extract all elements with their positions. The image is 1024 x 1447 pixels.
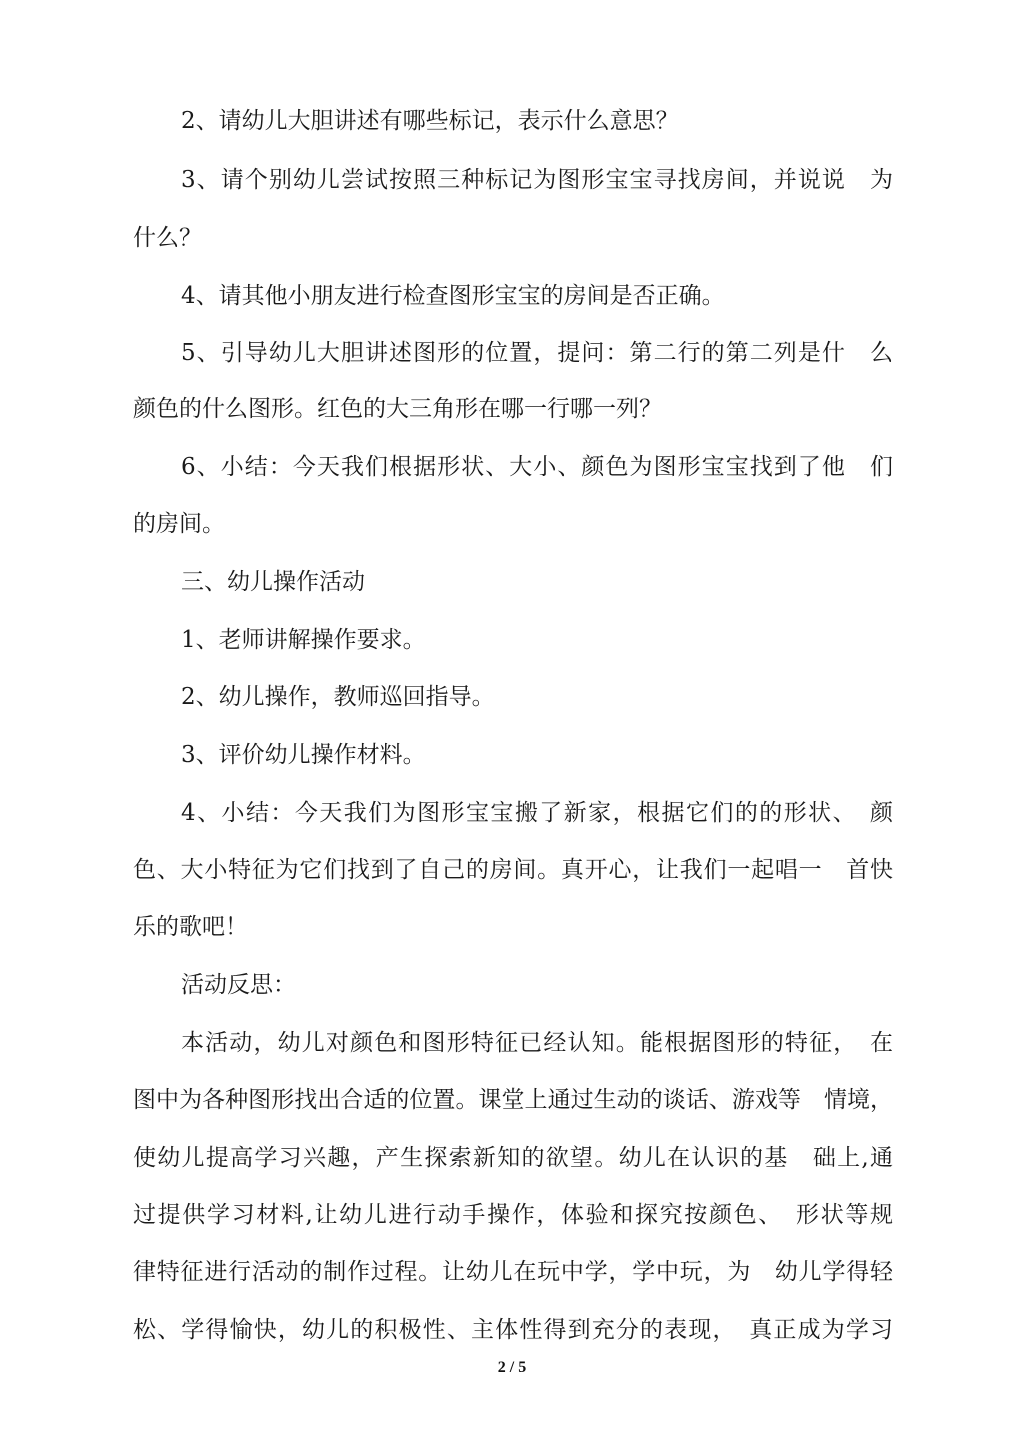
paragraph-line: 过提供学习材料,让幼儿进行动手操作，体验和探究按颜色、 形状等规 — [133, 1202, 893, 1228]
paragraph-line: 的房间。 — [133, 511, 225, 537]
paragraph-line: 松、学得愉快，幼儿的积极性、主体性得到充分的表现， 真正成为学习 — [133, 1317, 893, 1343]
paragraph-line: 2、幼儿操作，教师巡回指导。 — [181, 684, 495, 710]
paragraph-line: 色、大小特征为它们找到了自己的房间。真开心，让我们一起唱一 首快 — [133, 857, 893, 883]
paragraph-line: 图中为各种图形找出合适的位置。课堂上通过生动的谈话、游戏等 情境， — [133, 1087, 893, 1113]
paragraph-line: 3、请个别幼儿尝试按照三种标记为图形宝宝寻找房间，并说说 为 — [181, 167, 893, 193]
paragraph-line: 3、评价幼儿操作材料。 — [181, 742, 426, 768]
paragraph-line: 2、请幼儿大胆讲述有哪些标记，表示什么意思？ — [181, 108, 679, 134]
paragraph-line: 本活动，幼儿对颜色和图形特征已经认知。能根据图形的特征， 在 — [181, 1030, 893, 1056]
section-heading: 三、幼儿操作活动 — [181, 569, 365, 595]
paragraph-line: 使幼儿提高学习兴趣，产生探索新知的欲望。幼儿在认识的基 础上,通 — [133, 1145, 893, 1171]
paragraph-line: 律特征进行活动的制作过程。让幼儿在玩中学，学中玩，为 幼儿学得轻 — [133, 1259, 893, 1285]
paragraph-line: 颜色的什么图形。红色的大三角形在哪一行哪一列？ — [133, 396, 662, 422]
page-number: 2 / 5 — [497, 1359, 527, 1376]
paragraph-line: 1、老师讲解操作要求。 — [181, 627, 426, 653]
paragraph-line: 6、小结：今天我们根据形状、大小、颜色为图形宝宝找到了他 们 — [181, 454, 893, 480]
paragraph-line: 4、请其他小朋友进行检查图形宝宝的房间是否正确。 — [181, 283, 725, 309]
section-heading: 活动反思： — [181, 972, 296, 998]
paragraph-line: 乐的歌吧！ — [133, 914, 248, 940]
paragraph-line: 4、小结：今天我们为图形宝宝搬了新家，根据它们的的形状、 颜 — [181, 800, 893, 826]
paragraph-line: 5、引导幼儿大胆讲述图形的位置，提问：第二行的第二列是什 么 — [181, 340, 893, 366]
paragraph-line: 什么？ — [133, 225, 202, 251]
